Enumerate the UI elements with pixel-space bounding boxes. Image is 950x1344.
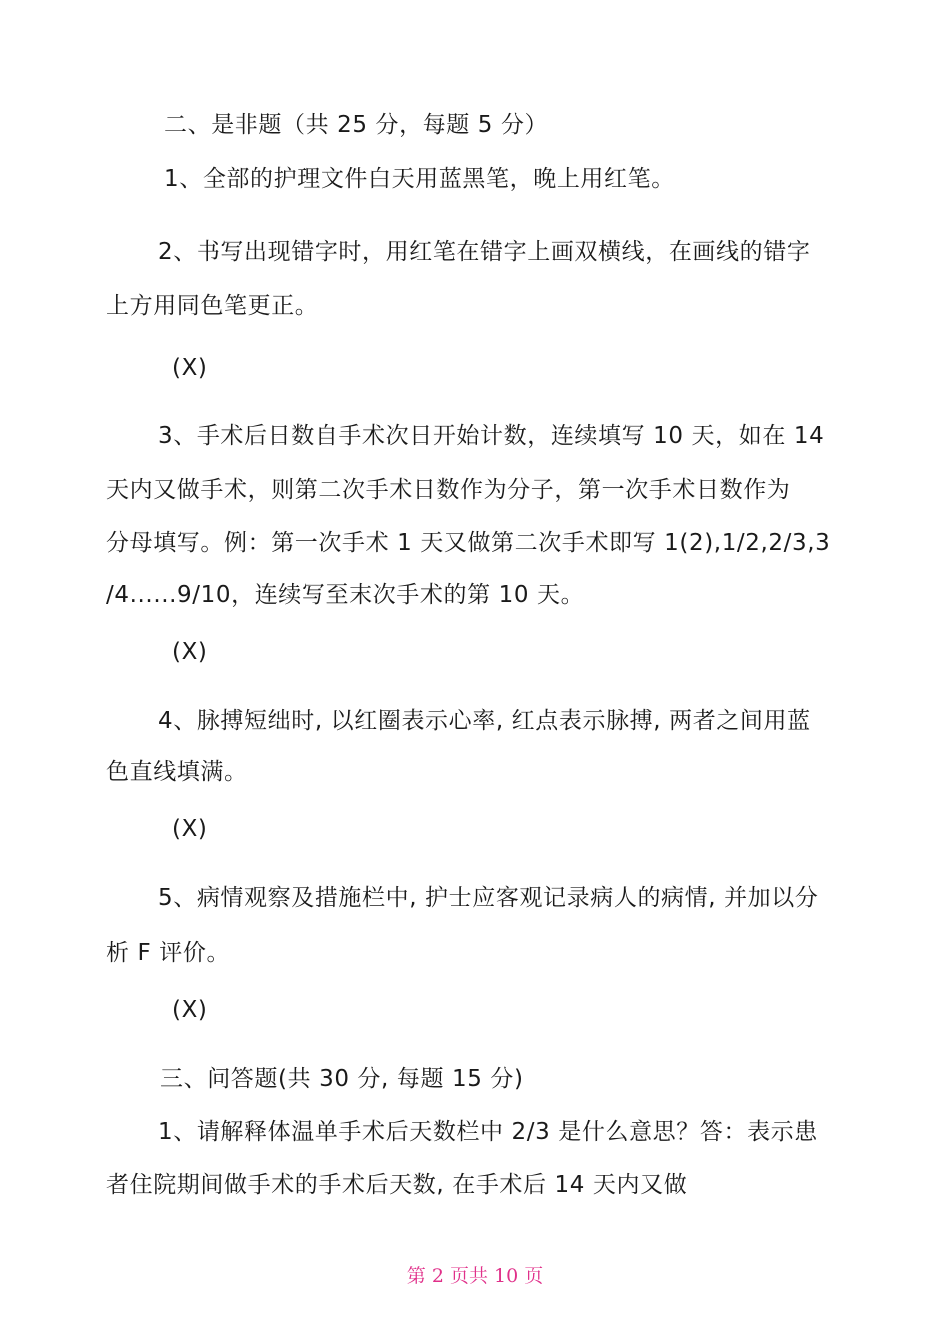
- page-number-footer: 第 2 页共 10 页: [406, 1265, 544, 1287]
- answer-5: (X): [172, 997, 208, 1023]
- section-3-heading: 三、问答题(共 30 分, 每题 15 分): [160, 1066, 524, 1092]
- question-5-line-1: 5、病情观察及措施栏中, 护士应客观记录病人的病情, 并加以分: [158, 885, 819, 911]
- answer-2: (X): [172, 355, 208, 381]
- section-3-question-1-line-1: 1、请解释体温单手术后天数栏中 2/3 是什么意思？答：表示患: [158, 1119, 818, 1145]
- answer-4: (X): [172, 816, 208, 842]
- question-4-line-2: 色直线填满。: [106, 759, 248, 785]
- question-1: 1、全部的护理文件白天用蓝黑笔，晚上用红笔。: [164, 166, 675, 192]
- question-5-line-2: 析 F 评价。: [106, 940, 231, 966]
- question-3-line-2: 天内又做手术，则第二次手术日数作为分子，第一次手术日数作为: [106, 477, 791, 503]
- question-2-line-1: 2、书写出现错字时，用红笔在错字上画双横线，在画线的错字: [158, 239, 811, 265]
- question-3-line-4: /4......9/10，连续写至末次手术的第 10 天。: [106, 582, 585, 608]
- section-3-question-1-line-2: 者住院期间做手术的手术后天数, 在手术后 14 天内又做: [106, 1172, 688, 1198]
- question-2-line-2: 上方用同色笔更正。: [106, 293, 319, 319]
- question-3-line-3: 分母填写。例：第一次手术 1 天又做第二次手术即写 1(2),1/2,2/3,3: [106, 530, 831, 556]
- question-3-line-1: 3、手术后日数自手术次日开始计数，连续填写 10 天，如在 14: [158, 423, 825, 449]
- question-4-line-1: 4、脉搏短绌时, 以红圈表示心率, 红点表示脉搏, 两者之间用蓝: [158, 708, 811, 734]
- section-2-heading: 二、是非题（共 25 分，每题 5 分）: [164, 112, 549, 138]
- answer-3: (X): [172, 639, 208, 665]
